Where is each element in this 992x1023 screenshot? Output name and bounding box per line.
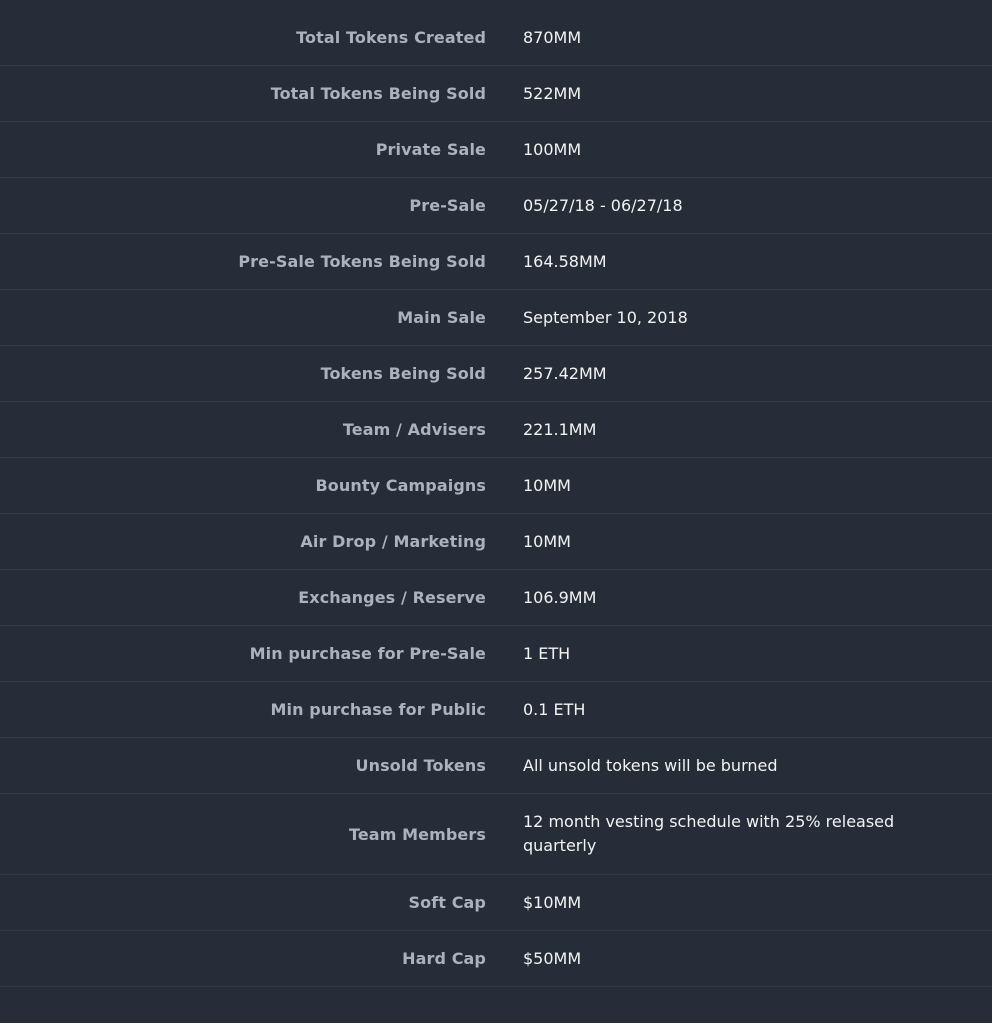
row-label: Main Sale xyxy=(397,308,486,327)
table-row xyxy=(0,402,992,458)
row-value: $10MM xyxy=(523,892,582,912)
row-label: Unsold Tokens xyxy=(355,756,486,775)
row-label: Air Drop / Marketing xyxy=(300,532,486,551)
table-row xyxy=(0,931,992,987)
table-row xyxy=(0,290,992,346)
row-value: 100MM xyxy=(523,139,582,159)
row-value: September 10, 2018 xyxy=(523,307,688,327)
row-value: 10MM xyxy=(523,475,571,495)
row-label: Min purchase for Pre-Sale xyxy=(249,644,486,663)
row-label: Exchanges / Reserve xyxy=(298,588,486,607)
row-value: 1 ETH xyxy=(523,643,571,663)
row-value: 05/27/18 - 06/27/18 xyxy=(523,195,683,215)
row-value: 522MM xyxy=(523,83,582,103)
row-label: Hard Cap xyxy=(402,949,486,968)
table-row xyxy=(0,234,992,290)
row-label: Bounty Campaigns xyxy=(315,476,486,495)
row-value: $50MM xyxy=(523,948,582,968)
row-label: Team / Advisers xyxy=(342,420,486,439)
row-value: 164.58MM xyxy=(523,251,607,271)
row-value: 12 month vesting schedule with 25% released quarterly xyxy=(523,812,895,855)
table-row xyxy=(0,514,992,570)
table-row xyxy=(0,346,992,402)
table-row xyxy=(0,682,992,738)
table-row xyxy=(0,10,992,66)
table-row xyxy=(0,794,992,875)
row-value: 10MM xyxy=(523,531,571,551)
table-row xyxy=(0,626,992,682)
table-row xyxy=(0,66,992,122)
table-row xyxy=(0,122,992,178)
row-value: 221.1MM xyxy=(523,419,597,439)
token-info-table xyxy=(0,10,992,987)
table-row xyxy=(0,875,992,931)
row-value: 106.9MM xyxy=(523,587,597,607)
row-label: Soft Cap xyxy=(408,893,486,912)
row-label: Total Tokens Created xyxy=(296,28,486,47)
table-row xyxy=(0,178,992,234)
row-value: 870MM xyxy=(523,27,582,47)
row-label: Private Sale xyxy=(375,140,486,159)
row-label: Pre-Sale Tokens Being Sold xyxy=(238,252,486,271)
row-value: All unsold tokens will be burned xyxy=(523,755,778,775)
table-row xyxy=(0,570,992,626)
row-label: Team Members xyxy=(348,824,486,844)
row-label: Total Tokens Being Sold xyxy=(270,84,486,103)
table-row xyxy=(0,458,992,514)
row-value: 257.42MM xyxy=(523,363,607,383)
row-value: 0.1 ETH xyxy=(523,699,586,719)
row-label: Min purchase for Public xyxy=(270,700,486,719)
row-label: Pre-Sale xyxy=(409,196,486,215)
row-label: Tokens Being Sold xyxy=(320,364,486,383)
table-row xyxy=(0,738,992,794)
